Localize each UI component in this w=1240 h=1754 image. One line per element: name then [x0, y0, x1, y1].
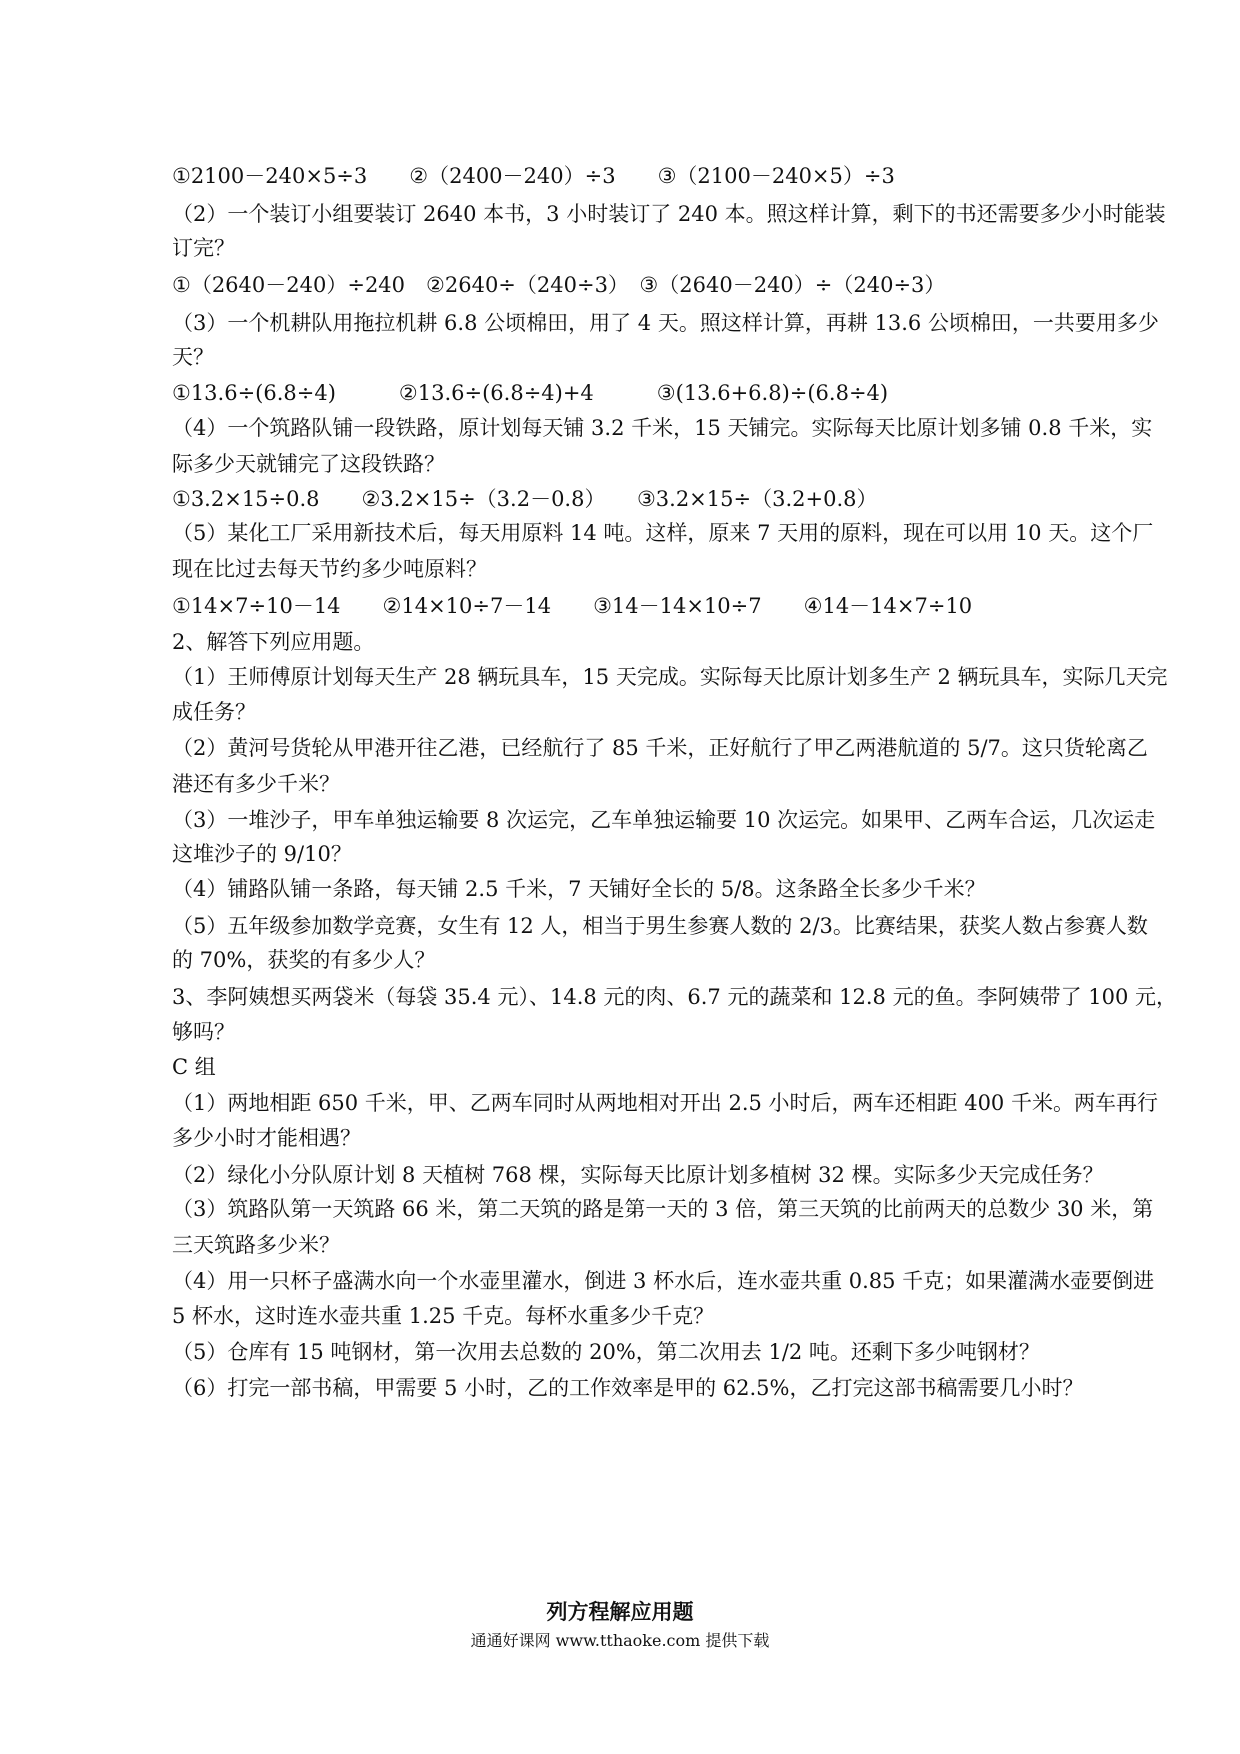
- text-line: 际多少天就铺完了这段铁路？: [172, 452, 445, 476]
- section-title: 列方程解应用题: [546, 1600, 694, 1624]
- text-line: 三天筑路多少米？: [172, 1233, 340, 1257]
- text-line: ①13.6÷(6.8÷4) ②13.6÷(6.8÷4)+4 ③(13.6+6.8)÷(6.8÷4): [172, 381, 889, 405]
- text-line: （5）五年级参加数学竞赛，女生有 12 人，相当于男生参赛人数的 2/3。比赛结果，获奖人数占参赛人数: [172, 914, 1148, 938]
- text-line: ①3.2×15÷0.8 ②3.2×15÷（3.2－0.8） ③3.2×15÷（3.2+0.8）: [172, 487, 878, 511]
- text-line: （6）打完一部书稿，甲需要 5 小时，乙的工作效率是甲的 62.5%，乙打完这部书稿需要几小时？: [172, 1376, 1084, 1400]
- text-line: 天？: [172, 345, 214, 369]
- text-line: C 组: [172, 1055, 216, 1079]
- text-line: （3）筑路队第一天筑路 66 米，第二天筑的路是第一天的 3 倍，第三天筑的比前两天的总数少 30 米，第: [172, 1197, 1154, 1221]
- text-line: （1）王师傅原计划每天生产 28 辆玩具车，15 天完成。实际每天比原计划多生产 2 辆玩具车，实际几天完: [172, 665, 1168, 689]
- text-line: （5）某化工厂采用新技术后，每天用原料 14 吨。这样，原来 7 天用的原料，现在可以用 10 天。这个厂: [172, 521, 1154, 545]
- text-line: 够吗？: [172, 1020, 235, 1044]
- text-line: 现在比过去每天节约多少吨原料？: [172, 557, 487, 581]
- text-line: 的 70%，获奖的有多少人？: [172, 948, 436, 972]
- text-line: ①14×7÷10－14 ②14×10÷7－14 ③14－14×10÷7 ④14－14×7÷10: [172, 594, 973, 618]
- text-line: （5）仓库有 15 吨钢材，第一次用去总数的 20%，第二次用去 1/2 吨。还剩下多少吨钢材？: [172, 1340, 1040, 1364]
- text-line: 成任务？: [172, 700, 256, 724]
- text-line: （4）用一只杯子盛满水向一个水壶里灌水，倒进 3 杯水后，连水壶共重 0.85 千克；如果灌满水壶要倒进: [172, 1269, 1155, 1293]
- text-line: 港还有多少千米？: [172, 772, 340, 796]
- text-line: ①（2640－240）÷240 ②2640÷（240÷3） ③（2640－240）÷（240÷3）: [172, 273, 946, 297]
- text-line: （1）两地相距 650 千米，甲、乙两车同时从两地相对开出 2.5 小时后，两车还相距 400 千米。两车再行: [172, 1091, 1158, 1115]
- source-note: 通通好课网 www.tthaoke.com 提供下载: [470, 1631, 770, 1650]
- text-line: （4）一个筑路队铺一段铁路，原计划每天铺 3.2 千米，15 天铺完。实际每天比原计划多铺 0.8 千米，实: [172, 416, 1153, 440]
- text-line: 这堆沙子的 9/10？: [172, 842, 352, 866]
- text-line: 3、李阿姨想买两袋米（每袋 35.4 元）、14.8 元的肉、6.7 元的蔬菜和 12.8 元的鱼。李阿姨带了 100 元，: [172, 985, 1178, 1009]
- text-line: （2）绿化小分队原计划 8 天植树 768 棵，实际每天比原计划多植树 32 棵。实际多少天完成任务？: [172, 1163, 1104, 1187]
- text-line: 2、解答下列应用题。: [172, 630, 375, 654]
- text-line: （2）黄河号货轮从甲港开往乙港，已经航行了 85 千米，正好航行了甲乙两港航道的 5/7。这只货轮离乙: [172, 736, 1148, 760]
- text-line: （2）一个装订小组要装订 2640 本书，3 小时装订了 240 本。照这样计算，剩下的书还需要多少小时能装: [172, 202, 1166, 226]
- text-line: 多少小时才能相遇？: [172, 1126, 361, 1150]
- text-line: （4）铺路队铺一条路，每天铺 2.5 千米，7 天铺好全长的 5/8。这条路全长多少千米？: [172, 877, 986, 901]
- text-line: ①2100－240×5÷3 ②（2400－240）÷3 ③（2100－240×5）÷3: [172, 164, 895, 188]
- text-line: 5 杯水，这时连水壶共重 1.25 千克。每杯水重多少千克？: [172, 1304, 715, 1328]
- text-line: （3）一堆沙子，甲车单独运输要 8 次运完，乙车单独运输要 10 次运完。如果甲、乙两车合运，几次运走: [172, 808, 1156, 832]
- text-line: 订完？: [172, 236, 235, 260]
- text-line: （3）一个机耕队用拖拉机耕 6.8 公顷棉田，用了 4 天。照这样计算，再耕 13.6 公顷棉田，一共要用多少: [172, 311, 1159, 335]
